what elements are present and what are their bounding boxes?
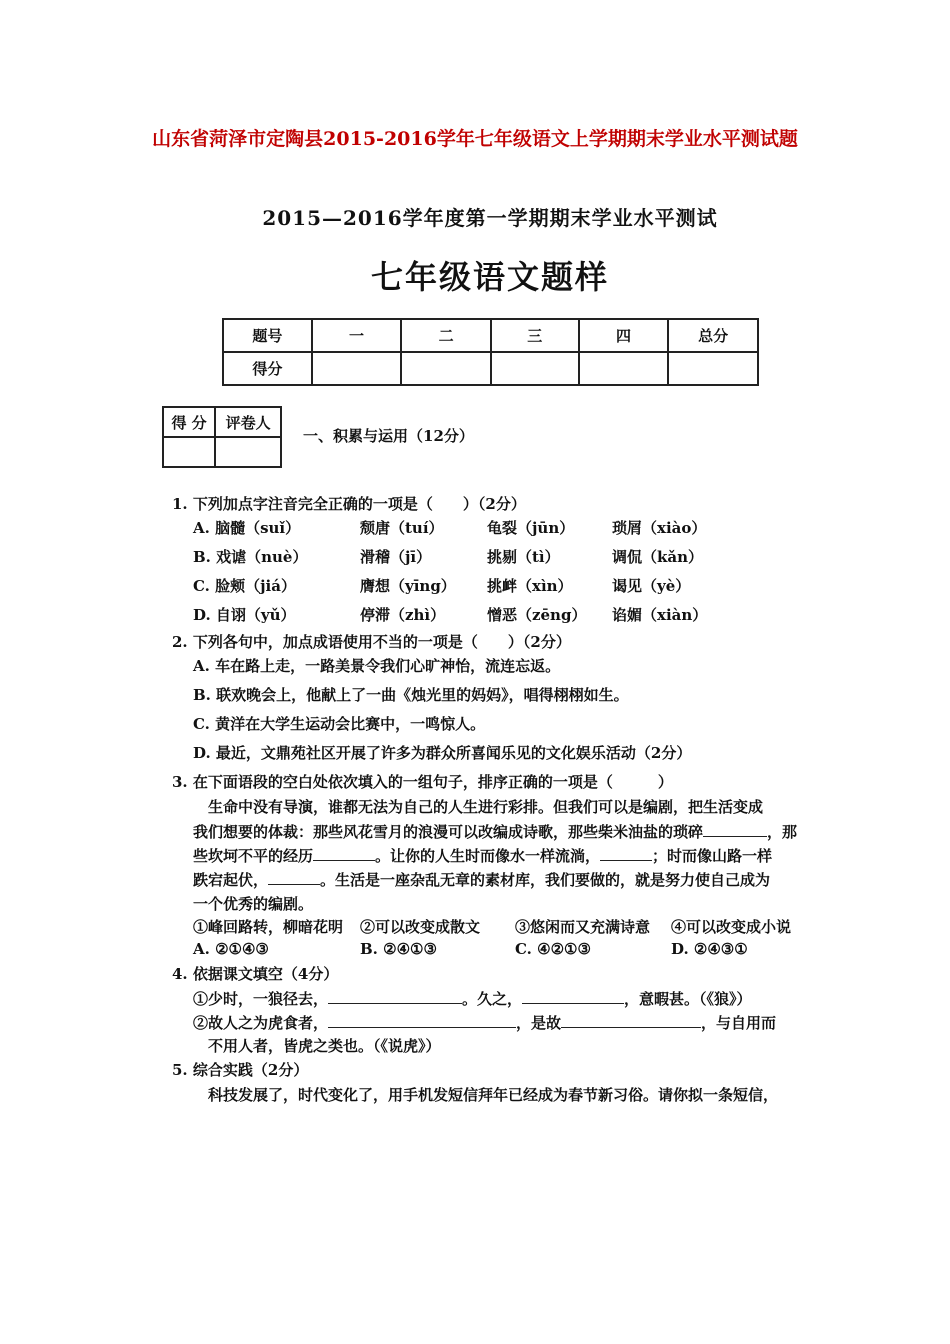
q1-option: B. 戏谑（nuè） (193, 548, 308, 566)
q4-line: 不用人者，皆虎之类也。（《说虎》） (208, 1037, 441, 1055)
q3-text: 。生活是一座杂乱无章的素材库，我们要做的，就是努力使自己成为 (320, 871, 771, 889)
q2-option-a: A. 车在路上走，一路美景令我们心旷神怡，流连忘返。 (193, 657, 561, 675)
q1-option: 停滞（zhì） (360, 606, 446, 624)
q3-choice: B. ②④①③ (360, 940, 437, 958)
answer-blank[interactable] (561, 1013, 701, 1028)
q2-stem: 2. 下列各句中，加点成语使用不当的一项是（ ）（2分） (172, 633, 571, 651)
q2-option-c: C. 黄洋在大学生运动会比赛中，一鸣惊人。 (193, 715, 486, 733)
q1-option: 膺想（yīng） (360, 577, 456, 595)
q1-option: 颓唐（tuí） (360, 519, 444, 537)
score-cell (312, 352, 402, 385)
q1-option: D. 自诩（yǔ） (193, 606, 296, 624)
q2-option-d: D. 最近，文鼎苑社区开展了许多为群众所喜闻乐见的文化娱乐活动（2分） (193, 744, 692, 762)
answer-blank[interactable] (600, 846, 652, 861)
q4-stem: 4. 依据课文填空（4分） (172, 965, 339, 983)
q3-sentence-option: ②可以改变成散文 (360, 918, 481, 936)
score-header-cell: 二 (401, 319, 491, 352)
q3-paragraph-line: 生命中没有导演，谁都无法为自己的人生进行彩排。但我们可以是编剧，把生活变成 (208, 798, 764, 816)
q3-choice: A. ②①④③ (193, 940, 269, 958)
exam-header: 2015—2016学年度第一学期期末学业水平测试 (262, 206, 718, 230)
score-header-cell: 题号 (223, 319, 312, 352)
q2-option-b: B. 联欢晚会上，他献上了一曲《烛光里的妈妈》，唱得栩栩如生。 (193, 686, 629, 704)
q1-option: 龟裂（jūn） (487, 519, 575, 537)
q3-sentence-option: ①峰回路转，柳暗花明 (193, 918, 344, 936)
score-header-cell: 三 (491, 319, 579, 352)
score-row-label: 得分 (223, 352, 312, 385)
q3-choice: D. ②④③① (671, 940, 748, 958)
q4-text: ②故人之为虎食者， (193, 1014, 329, 1032)
q1-option: 憎恶（zēng） (487, 606, 587, 624)
q3-stem: 3. 在下面语段的空白处依次填入的一组句子，排序正确的一项是（ ） (172, 773, 673, 791)
q1-option: C. 脸颊（jiá） (193, 577, 296, 595)
q4-line (193, 1013, 776, 1033)
section-heading: 一、积累与运用（12分） (303, 427, 474, 445)
q3-text: 我们想要的体裁：那些风花雪月的浪漫可以改编成诗歌，那些柴米油盐的琐碎 (193, 823, 704, 841)
score-cell (401, 352, 491, 385)
q4-text: ，意暇甚。（《狼》） (624, 990, 752, 1008)
grader-score-label: 得 分 (163, 407, 215, 437)
q1-option: 琐屑（xiào） (612, 519, 707, 537)
q3-text: 些坎坷不平的经历 (193, 847, 314, 865)
answer-blank[interactable] (522, 989, 624, 1004)
q3-text: 。让你的人生时而像水一样流淌， (375, 847, 601, 865)
q1-option: 谄媚（xiàn） (612, 606, 708, 624)
score-header-cell: 总分 (668, 319, 758, 352)
q5-text: 科技发展了，时代变化了，用手机发短信拜年已经成为春节新习俗。请你拟一条短信， (208, 1086, 779, 1104)
q4-text: ，与自用而 (701, 1014, 777, 1032)
grader-score-cell (163, 437, 215, 467)
exam-title: 七年级语文题样 (370, 258, 609, 296)
score-table-header-row (223, 319, 758, 352)
q4-text: 。久之， (462, 990, 523, 1008)
q3-paragraph-line: 一个优秀的编剧。 (193, 895, 314, 913)
answer-blank[interactable] (313, 846, 375, 861)
q1-option: 谒见（yè） (612, 577, 691, 595)
grader-name-label: 评卷人 (215, 407, 281, 437)
answer-blank[interactable] (703, 822, 767, 837)
score-table-score-row (223, 352, 758, 385)
q3-text: ，那 (767, 823, 798, 841)
q4-text: ①少时，一狼径去， (193, 990, 329, 1008)
score-cell (668, 352, 758, 385)
grader-name-cell (215, 437, 281, 467)
answer-blank[interactable] (268, 870, 320, 885)
answer-blank[interactable] (328, 1013, 516, 1028)
q3-paragraph-line (193, 822, 797, 842)
q1-option: 滑稽（jī） (360, 548, 432, 566)
score-cell (579, 352, 669, 385)
q4-text: ，是故 (516, 1014, 562, 1032)
q1-option: 调侃（kǎn） (612, 548, 704, 566)
q3-sentence-option: ③悠闲而又充满诗意 (515, 918, 651, 936)
q4-line (193, 989, 752, 1009)
q3-text: ；时而像山路一样 (652, 847, 773, 865)
score-table (222, 318, 759, 386)
q3-sentence-option: ④可以改变成小说 (671, 918, 792, 936)
q1-stem: 1. 下列加点字注音完全正确的一项是（ ）（2分） (172, 495, 526, 513)
document-title: 山东省菏泽市定陶县2015-2016学年七年级语文上学期期末学业水平测试题 (152, 128, 798, 150)
q1-option: 挑剔（tì） (487, 548, 560, 566)
score-cell (491, 352, 579, 385)
q1-option: A. 脑髓（suǐ） (193, 519, 301, 537)
q3-choice: C. ④②①③ (515, 940, 591, 958)
score-header-cell: 四 (579, 319, 669, 352)
q1-option: 挑衅（xìn） (487, 577, 573, 595)
q3-text: 跌宕起伏， (193, 871, 269, 889)
grader-table (162, 406, 282, 468)
answer-blank[interactable] (328, 989, 462, 1004)
q5-stem: 5. 综合实践（2分） (172, 1061, 309, 1079)
q3-paragraph-line (193, 870, 770, 890)
q3-paragraph-line (193, 846, 772, 866)
score-header-cell: 一 (312, 319, 402, 352)
